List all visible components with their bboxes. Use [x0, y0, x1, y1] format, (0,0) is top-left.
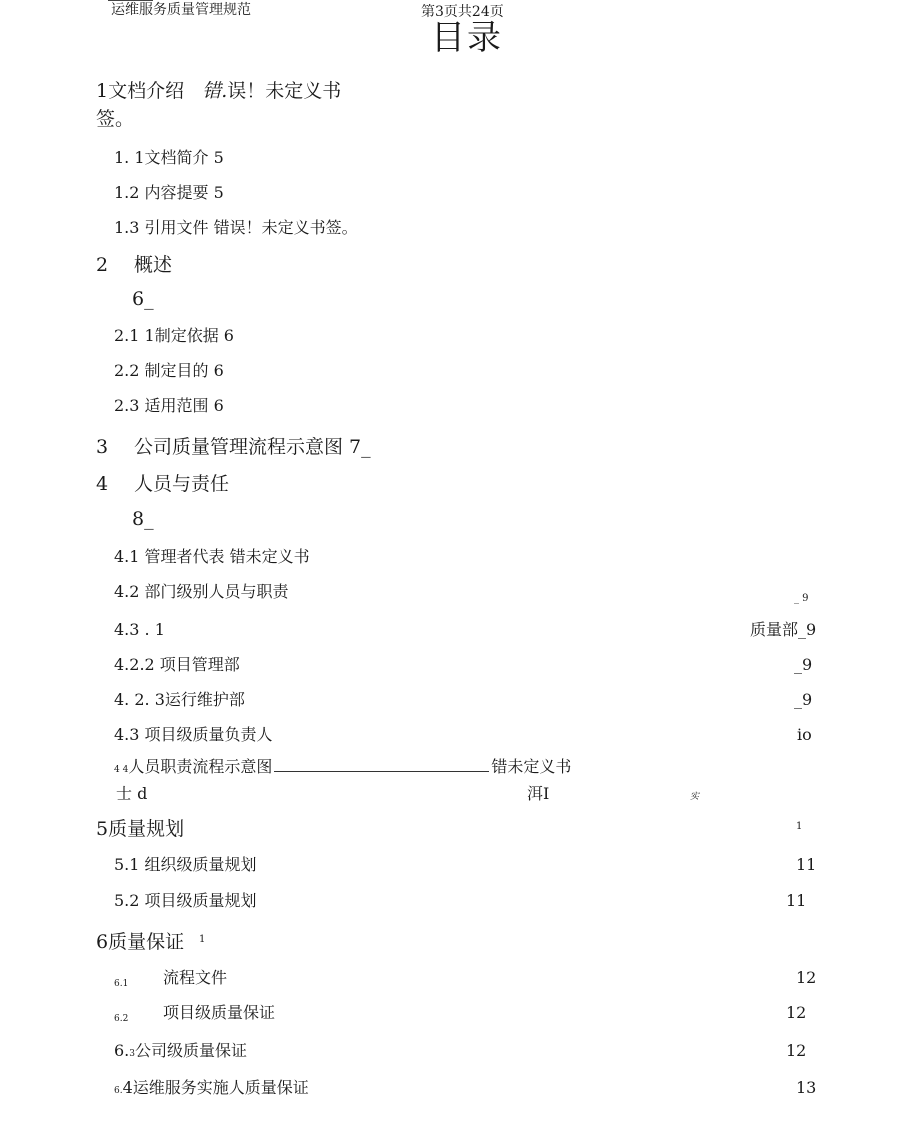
toc-entry-4-4-fragment-b: 洱I [527, 784, 550, 803]
toc-entry-4-4[interactable] [114, 759, 571, 775]
toc-entry-6-1[interactable]: 流程文件 [163, 968, 228, 987]
toc-entry-1-error-prefix: 错. [202, 80, 228, 102]
header-doc-title: 运维服务质量管理规范 [111, 2, 251, 18]
toc-entry-4-4-fragment-c: 实 [690, 792, 700, 802]
toc-entry-6-1-page: 12 [796, 968, 817, 987]
toc-entry-1[interactable] [96, 82, 341, 101]
toc-entry-6-4-number: 6. [114, 1086, 123, 1096]
toc-entry-4-2[interactable]: 4.2 部门级别人员与职责 [114, 582, 289, 601]
toc-entry-4-2-2-page: _9 [794, 655, 813, 674]
toc-entry-6-page: 1 [199, 934, 206, 945]
toc-entry-1-continuation: 签。 [96, 108, 135, 130]
toc-entry-4-4-fragment-a: 士 d [116, 784, 148, 803]
toc-entry-6-2-number: 6.2 [114, 1014, 129, 1024]
toc-entry-6-2-page: 12 [786, 1003, 807, 1022]
toc-entry-4-title[interactable]: 人员与责任 [134, 473, 230, 495]
toc-entry-4-4-title: 人员职责流程示意图 [128, 757, 273, 776]
toc-entry-6-3-page: 12 [786, 1041, 807, 1060]
toc-entry-6-3[interactable] [114, 1043, 247, 1059]
toc-entry-1-2[interactable]: 1.2 内容提要 5 [114, 183, 224, 202]
toc-entry-6-3-number: 6. [114, 1041, 130, 1060]
toc-entry-5-page: 1 [796, 821, 803, 832]
toc-entry-1-1[interactable]: 1. 1文档简介 5 [114, 148, 224, 167]
toc-entry-4-3-1-page: 质量部_9 [750, 620, 817, 639]
toc-entry-1-title: 1文档介绍 [96, 80, 185, 102]
toc-entry-2-2[interactable]: 2.2 制定目的 6 [114, 361, 224, 380]
toc-entry-3-number: 3 [96, 436, 109, 458]
toc-entry-6-4[interactable] [114, 1080, 309, 1096]
toc-entry-6-3-subnumber: 3 [129, 1049, 135, 1059]
header-page-info: 第3页共24页 [421, 4, 504, 20]
toc-entry-6-1-number: 6.1 [114, 979, 129, 989]
toc-title: 目录 [431, 18, 503, 58]
toc-entry-3-title[interactable]: 公司质量管理流程示意图 7_ [134, 436, 371, 458]
toc-entry-4-2-page: _ 9 [794, 593, 809, 604]
toc-entry-4-3[interactable]: 4.3 项目级质量负责人 [114, 725, 273, 744]
toc-entry-6-title[interactable]: 6质量保证 [96, 931, 185, 953]
toc-entry-6-4-title: 4运维服务实施人质量保证 [122, 1078, 309, 1097]
toc-entry-4-4-number: 4 4 [114, 765, 129, 775]
header-rule [108, 0, 153, 1]
toc-entry-4-1[interactable]: 4.1 管理者代表 错未定义书 [114, 547, 310, 566]
toc-entry-5-2[interactable]: 5.2 项目级质量规划 [114, 891, 257, 910]
toc-entry-6-3-title: 公司级质量保证 [135, 1041, 248, 1060]
toc-entry-5-title[interactable]: 5质量规划 [96, 818, 185, 840]
toc-entry-4-2-2[interactable]: 4.2.2 项目管理部 [114, 655, 240, 674]
toc-entry-2-1[interactable]: 2.1 1制定依据 6 [114, 326, 234, 345]
toc-entry-2-page: 6_ [132, 288, 154, 310]
toc-entry-1-3[interactable]: 1.3 引用文件 错误！未定义书签。 [114, 218, 358, 237]
toc-entry-4-2-3[interactable]: 4. 2. 3运行维护部 [114, 690, 245, 709]
toc-entry-6-2[interactable]: 项目级质量保证 [163, 1003, 276, 1022]
toc-entry-2-number: 2 [96, 254, 109, 276]
toc-entry-5-1[interactable]: 5.1 组织级质量规划 [114, 855, 257, 874]
toc-entry-4-3-1[interactable]: 4.3 . 1 [114, 620, 165, 639]
toc-entry-6-4-page: 13 [796, 1078, 817, 1097]
toc-entry-2-title[interactable]: 概述 [134, 254, 173, 276]
toc-entry-1-error: 误！未定义书 [227, 80, 342, 102]
leader-line [274, 759, 489, 772]
toc-entry-4-page: 8_ [132, 508, 154, 530]
toc-entry-4-number: 4 [96, 473, 109, 495]
toc-entry-5-2-page: 11 [786, 891, 807, 910]
toc-entry-2-3[interactable]: 2.3 适用范围 6 [114, 396, 224, 415]
toc-entry-5-1-page: 11 [796, 855, 817, 874]
toc-entry-4-2-3-page: _9 [794, 690, 813, 709]
toc-entry-4-3-page: io [797, 725, 812, 744]
toc-entry-4-4-error: 错未定义书 [491, 757, 572, 776]
